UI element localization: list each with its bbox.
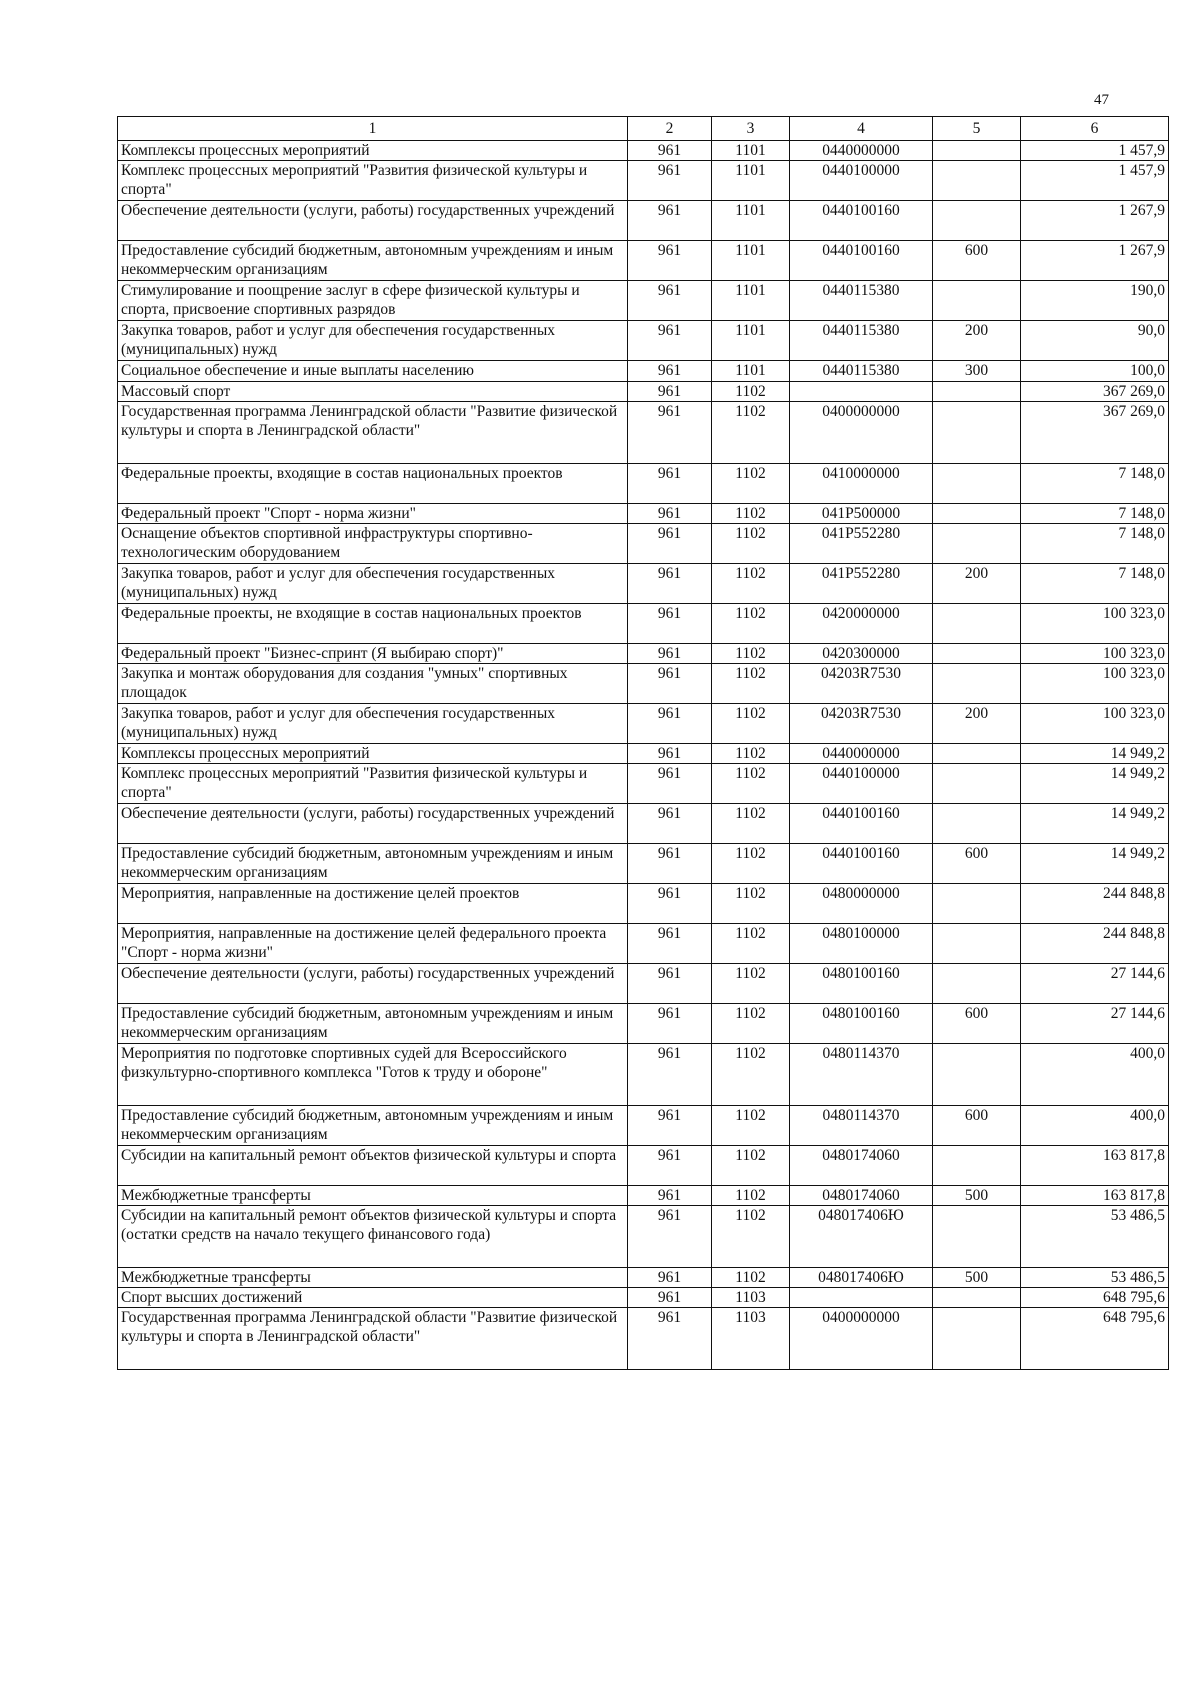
- row-col3-cell: 1102: [712, 804, 790, 844]
- row-name-cell: Межбюджетные трансферты: [118, 1186, 628, 1206]
- row-col6-cell: 53 486,5: [1021, 1268, 1169, 1288]
- row-col4-cell: 048017406Ю: [790, 1206, 933, 1268]
- row-col6-cell: 7 148,0: [1021, 464, 1169, 504]
- row-name-cell: Предоставление субсидий бюджетным, автономным учреждениям и иным некоммерческим организациям: [118, 1106, 628, 1146]
- row-col3-cell: 1102: [712, 464, 790, 504]
- row-col4-cell: 0440100000: [790, 764, 933, 804]
- table-row: [118, 1004, 1169, 1044]
- row-col6-cell: 14 949,2: [1021, 764, 1169, 804]
- row-name-cell: Федеральный проект "Спорт - норма жизни": [118, 504, 628, 524]
- row-col3-cell: 1102: [712, 844, 790, 884]
- row-col4-cell: 0440000000: [790, 744, 933, 764]
- row-col5-cell: 600: [933, 844, 1021, 884]
- row-col6-cell: 27 144,6: [1021, 964, 1169, 1004]
- row-col6-cell: 244 848,8: [1021, 884, 1169, 924]
- row-col4-cell: 0480100000: [790, 924, 933, 964]
- row-col4-cell: 0440115380: [790, 361, 933, 382]
- table-row: [118, 1206, 1169, 1268]
- row-col4-cell: 0440100160: [790, 241, 933, 281]
- table-row: [118, 804, 1169, 844]
- row-col3-cell: 1101: [712, 141, 790, 161]
- row-col2-cell: 961: [628, 321, 712, 361]
- row-name-cell: Спорт высших достижений: [118, 1288, 628, 1308]
- table-row: [118, 604, 1169, 644]
- row-name-cell: Мероприятия по подготовке спортивных судей для Всероссийского физкультурно-спортивного комплекса "Готов к труду и обороне": [118, 1044, 628, 1106]
- row-col3-cell: 1101: [712, 321, 790, 361]
- row-name-cell: Федеральный проект "Бизнес-спринт (Я выбираю спорт)": [118, 644, 628, 664]
- row-col3-cell: 1102: [712, 1044, 790, 1106]
- row-col3-cell: 1102: [712, 402, 790, 464]
- row-col5-cell: 500: [933, 1268, 1021, 1288]
- table-row: [118, 1186, 1169, 1206]
- row-col6-cell: 1 267,9: [1021, 241, 1169, 281]
- row-col6-cell: 190,0: [1021, 281, 1169, 321]
- row-col3-cell: 1102: [712, 1206, 790, 1268]
- row-col3-cell: 1101: [712, 361, 790, 382]
- row-col4-cell: 041P552280: [790, 524, 933, 564]
- row-col2-cell: 961: [628, 201, 712, 241]
- row-col6-cell: 367 269,0: [1021, 382, 1169, 402]
- row-col2-cell: 961: [628, 1186, 712, 1206]
- budget-table: [117, 116, 1169, 1370]
- row-col2-cell: 961: [628, 704, 712, 744]
- row-col6-cell: 1 267,9: [1021, 201, 1169, 241]
- table-row: [118, 664, 1169, 704]
- row-col2-cell: 961: [628, 1268, 712, 1288]
- row-col5-cell: [933, 1146, 1021, 1186]
- row-col5-cell: [933, 744, 1021, 764]
- row-name-cell: Комплекс процессных мероприятий "Развития физической культуры и спорта": [118, 764, 628, 804]
- row-col5-cell: [933, 524, 1021, 564]
- table-row: [118, 1308, 1169, 1370]
- table-row: [118, 644, 1169, 664]
- row-col3-cell: 1102: [712, 1106, 790, 1146]
- row-name-cell: Социальное обеспечение и иные выплаты населению: [118, 361, 628, 382]
- row-col5-cell: [933, 1206, 1021, 1268]
- row-col6-cell: 1 457,9: [1021, 161, 1169, 201]
- row-name-cell: Федеральные проекты, входящие в состав национальных проектов: [118, 464, 628, 504]
- table-row: [118, 504, 1169, 524]
- row-name-cell: Межбюджетные трансферты: [118, 1268, 628, 1288]
- table-row: [118, 524, 1169, 564]
- row-col6-cell: 400,0: [1021, 1106, 1169, 1146]
- row-col4-cell: 041P552280: [790, 564, 933, 604]
- row-name-cell: Государственная программа Ленинградской области "Развитие физической культуры и спорта в Ленинградской области": [118, 1308, 628, 1370]
- row-col6-cell: 27 144,6: [1021, 1004, 1169, 1044]
- row-col6-cell: 100 323,0: [1021, 704, 1169, 744]
- row-col4-cell: 0440100160: [790, 844, 933, 884]
- row-col6-cell: 100 323,0: [1021, 664, 1169, 704]
- row-col5-cell: [933, 1308, 1021, 1370]
- row-col4-cell: 0480000000: [790, 884, 933, 924]
- row-name-cell: Обеспечение деятельности (услуги, работы) государственных учреждений: [118, 964, 628, 1004]
- row-name-cell: Комплексы процессных мероприятий: [118, 744, 628, 764]
- row-col2-cell: 961: [628, 564, 712, 604]
- table-row: [118, 964, 1169, 1004]
- row-col5-cell: 500: [933, 1186, 1021, 1206]
- row-name-cell: Закупка и монтаж оборудования для создания "умных" спортивных площадок: [118, 664, 628, 704]
- table-row: [118, 402, 1169, 464]
- row-col6-cell: 367 269,0: [1021, 402, 1169, 464]
- row-col2-cell: 961: [628, 382, 712, 402]
- row-col6-cell: 400,0: [1021, 1044, 1169, 1106]
- row-col6-cell: 14 949,2: [1021, 744, 1169, 764]
- row-col4-cell: 0410000000: [790, 464, 933, 504]
- row-col2-cell: 961: [628, 361, 712, 382]
- row-col3-cell: 1101: [712, 161, 790, 201]
- row-name-cell: Субсидии на капитальный ремонт объектов физической культуры и спорта (остатки средств на начало текущего финансового года): [118, 1206, 628, 1268]
- row-name-cell: Мероприятия, направленные на достижение целей федерального проекта "Спорт - норма жизни": [118, 924, 628, 964]
- row-col3-cell: 1102: [712, 1146, 790, 1186]
- row-col2-cell: 961: [628, 141, 712, 161]
- table-row: [118, 924, 1169, 964]
- row-col6-cell: 7 148,0: [1021, 524, 1169, 564]
- row-col2-cell: 961: [628, 464, 712, 504]
- row-col4-cell: 0480100160: [790, 1004, 933, 1044]
- row-col6-cell: 648 795,6: [1021, 1308, 1169, 1370]
- row-col4-cell: 048017406Ю: [790, 1268, 933, 1288]
- row-col3-cell: 1101: [712, 241, 790, 281]
- row-col3-cell: 1102: [712, 664, 790, 704]
- row-col2-cell: 961: [628, 524, 712, 564]
- row-col4-cell: 04203R7530: [790, 704, 933, 744]
- row-col3-cell: 1102: [712, 704, 790, 744]
- table-row: [118, 382, 1169, 402]
- table-row: [118, 1146, 1169, 1186]
- row-col4-cell: 0420300000: [790, 644, 933, 664]
- row-col5-cell: [933, 464, 1021, 504]
- row-col6-cell: 100 323,0: [1021, 604, 1169, 644]
- row-col3-cell: 1101: [712, 281, 790, 321]
- row-name-cell: Предоставление субсидий бюджетным, автономным учреждениям и иным некоммерческим организациям: [118, 241, 628, 281]
- row-col3-cell: 1102: [712, 764, 790, 804]
- row-name-cell: Закупка товаров, работ и услуг для обеспечения государственных (муниципальных) нужд: [118, 564, 628, 604]
- row-col2-cell: 961: [628, 1106, 712, 1146]
- row-col5-cell: 600: [933, 1004, 1021, 1044]
- row-col4-cell: 0420000000: [790, 604, 933, 644]
- row-col5-cell: [933, 604, 1021, 644]
- row-col6-cell: 100 323,0: [1021, 644, 1169, 664]
- row-col2-cell: 961: [628, 504, 712, 524]
- table-row: [118, 704, 1169, 744]
- row-col4-cell: [790, 382, 933, 402]
- row-col4-cell: 0440100160: [790, 804, 933, 844]
- row-col3-cell: 1102: [712, 524, 790, 564]
- row-col5-cell: 600: [933, 1106, 1021, 1146]
- row-col6-cell: 163 817,8: [1021, 1146, 1169, 1186]
- row-col2-cell: 961: [628, 644, 712, 664]
- row-col6-cell: 100,0: [1021, 361, 1169, 382]
- row-col3-cell: 1102: [712, 964, 790, 1004]
- column-header-3: 3: [712, 117, 790, 141]
- row-name-cell: Закупка товаров, работ и услуг для обеспечения государственных (муниципальных) нужд: [118, 704, 628, 744]
- row-col5-cell: [933, 1044, 1021, 1106]
- row-col5-cell: 600: [933, 241, 1021, 281]
- row-name-cell: Массовый спорт: [118, 382, 628, 402]
- column-header-1: 1: [118, 117, 628, 141]
- row-col5-cell: [933, 664, 1021, 704]
- row-col5-cell: [933, 884, 1021, 924]
- row-col4-cell: 0480114370: [790, 1044, 933, 1106]
- row-col2-cell: 961: [628, 844, 712, 884]
- row-col6-cell: 1 457,9: [1021, 141, 1169, 161]
- row-col2-cell: 961: [628, 241, 712, 281]
- row-col4-cell: 0440115380: [790, 321, 933, 361]
- row-col2-cell: 961: [628, 1288, 712, 1308]
- row-col3-cell: 1102: [712, 1004, 790, 1044]
- row-col5-cell: [933, 764, 1021, 804]
- row-col5-cell: [933, 382, 1021, 402]
- row-col4-cell: 0480100160: [790, 964, 933, 1004]
- row-col4-cell: 0400000000: [790, 402, 933, 464]
- row-col5-cell: [933, 964, 1021, 1004]
- table-row: [118, 241, 1169, 281]
- row-col3-cell: 1102: [712, 644, 790, 664]
- row-col6-cell: 53 486,5: [1021, 1206, 1169, 1268]
- row-col5-cell: [933, 402, 1021, 464]
- row-name-cell: Стимулирование и поощрение заслуг в сфере физической культуры и спорта, присвоение спортивных разрядов: [118, 281, 628, 321]
- row-name-cell: Комплексы процессных мероприятий: [118, 141, 628, 161]
- row-col2-cell: 961: [628, 604, 712, 644]
- row-col3-cell: 1102: [712, 1268, 790, 1288]
- row-col4-cell: 041P500000: [790, 504, 933, 524]
- row-col2-cell: 961: [628, 744, 712, 764]
- row-col3-cell: 1102: [712, 884, 790, 924]
- row-name-cell: Предоставление субсидий бюджетным, автономным учреждениям и иным некоммерческим организациям: [118, 1004, 628, 1044]
- table-row: [118, 1106, 1169, 1146]
- row-col4-cell: 0400000000: [790, 1308, 933, 1370]
- row-col2-cell: 961: [628, 1308, 712, 1370]
- row-col5-cell: [933, 141, 1021, 161]
- row-col4-cell: 04203R7530: [790, 664, 933, 704]
- table-row: [118, 564, 1169, 604]
- row-col4-cell: 0480174060: [790, 1146, 933, 1186]
- row-col2-cell: 961: [628, 1146, 712, 1186]
- row-col2-cell: 961: [628, 884, 712, 924]
- row-col3-cell: 1102: [712, 564, 790, 604]
- row-col6-cell: 244 848,8: [1021, 924, 1169, 964]
- row-col3-cell: 1103: [712, 1288, 790, 1308]
- row-col6-cell: 14 949,2: [1021, 844, 1169, 884]
- row-col4-cell: 0440000000: [790, 141, 933, 161]
- row-col2-cell: 961: [628, 764, 712, 804]
- row-col6-cell: 648 795,6: [1021, 1288, 1169, 1308]
- row-name-cell: Обеспечение деятельности (услуги, работы) государственных учреждений: [118, 804, 628, 844]
- row-col2-cell: 961: [628, 964, 712, 1004]
- table-row: [118, 361, 1169, 382]
- row-col2-cell: 961: [628, 664, 712, 704]
- row-col5-cell: 200: [933, 564, 1021, 604]
- column-header-6: 6: [1021, 117, 1169, 141]
- header-row: [118, 117, 1169, 141]
- row-col3-cell: 1102: [712, 604, 790, 644]
- row-col5-cell: [933, 281, 1021, 321]
- row-col2-cell: 961: [628, 161, 712, 201]
- row-col5-cell: [933, 804, 1021, 844]
- row-col3-cell: 1102: [712, 744, 790, 764]
- row-name-cell: Комплекс процессных мероприятий "Развития физической культуры и спорта": [118, 161, 628, 201]
- table-row: [118, 844, 1169, 884]
- column-header-5: 5: [933, 117, 1021, 141]
- row-col6-cell: 7 148,0: [1021, 564, 1169, 604]
- row-name-cell: Закупка товаров, работ и услуг для обеспечения государственных (муниципальных) нужд: [118, 321, 628, 361]
- table-row: [118, 884, 1169, 924]
- page-number: 47: [1094, 92, 1109, 108]
- row-col4-cell: 0440115380: [790, 281, 933, 321]
- row-col5-cell: [933, 161, 1021, 201]
- row-col3-cell: 1102: [712, 1186, 790, 1206]
- table-row: [118, 201, 1169, 241]
- row-col5-cell: [933, 644, 1021, 664]
- row-col2-cell: 961: [628, 804, 712, 844]
- row-col3-cell: 1102: [712, 504, 790, 524]
- row-col4-cell: 0480174060: [790, 1186, 933, 1206]
- row-col3-cell: 1102: [712, 924, 790, 964]
- table-row: [118, 281, 1169, 321]
- table-row: [118, 464, 1169, 504]
- row-col6-cell: 90,0: [1021, 321, 1169, 361]
- row-col6-cell: 163 817,8: [1021, 1186, 1169, 1206]
- row-col2-cell: 961: [628, 1206, 712, 1268]
- row-col2-cell: 961: [628, 402, 712, 464]
- column-header-4: 4: [790, 117, 933, 141]
- table-row: [118, 141, 1169, 161]
- row-name-cell: Предоставление субсидий бюджетным, автономным учреждениям и иным некоммерческим организациям: [118, 844, 628, 884]
- row-col4-cell: 0480114370: [790, 1106, 933, 1146]
- row-col5-cell: [933, 504, 1021, 524]
- row-col5-cell: [933, 924, 1021, 964]
- table-row: [118, 1044, 1169, 1106]
- column-header-2: 2: [628, 117, 712, 141]
- table-row: [118, 744, 1169, 764]
- row-col5-cell: [933, 1288, 1021, 1308]
- row-col3-cell: 1103: [712, 1308, 790, 1370]
- row-name-cell: Государственная программа Ленинградской области "Развитие физической культуры и спорта в Ленинградской области": [118, 402, 628, 464]
- table-row: [118, 764, 1169, 804]
- row-col5-cell: 200: [933, 321, 1021, 361]
- row-col4-cell: [790, 1288, 933, 1308]
- row-col2-cell: 961: [628, 281, 712, 321]
- row-name-cell: Обеспечение деятельности (услуги, работы) государственных учреждений: [118, 201, 628, 241]
- row-col2-cell: 961: [628, 924, 712, 964]
- row-col6-cell: 14 949,2: [1021, 804, 1169, 844]
- row-col5-cell: [933, 201, 1021, 241]
- row-name-cell: Федеральные проекты, не входящие в состав национальных проектов: [118, 604, 628, 644]
- row-col4-cell: 0440100000: [790, 161, 933, 201]
- row-name-cell: Субсидии на капитальный ремонт объектов физической культуры и спорта: [118, 1146, 628, 1186]
- row-name-cell: Оснащение объектов спортивной инфраструктуры спортивно-технологическим оборудованием: [118, 524, 628, 564]
- table-row: [118, 1268, 1169, 1288]
- table-row: [118, 321, 1169, 361]
- row-name-cell: Мероприятия, направленные на достижение целей проектов: [118, 884, 628, 924]
- row-col3-cell: 1102: [712, 382, 790, 402]
- row-col5-cell: 200: [933, 704, 1021, 744]
- row-col3-cell: 1101: [712, 201, 790, 241]
- row-col2-cell: 961: [628, 1044, 712, 1106]
- table-row: [118, 161, 1169, 201]
- row-col2-cell: 961: [628, 1004, 712, 1044]
- row-col5-cell: 300: [933, 361, 1021, 382]
- row-col6-cell: 7 148,0: [1021, 504, 1169, 524]
- table-row: [118, 1288, 1169, 1308]
- row-col4-cell: 0440100160: [790, 201, 933, 241]
